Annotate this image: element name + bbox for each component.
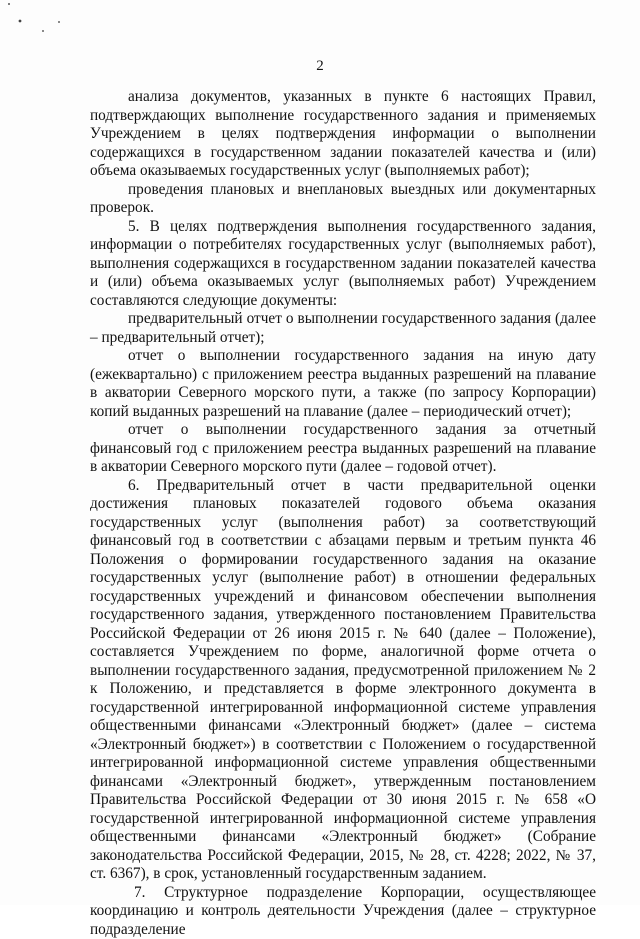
paragraph: 5. В целях подтверждения выполнения государственного задания, информации о потребителях государственных услуг (выполняемых работ), выполнения содержащихся в государственном задании показателей качества и (или) объема оказываемых услуг (выполняемых работ) Учреждением составляются следующие документы: bbox=[90, 218, 596, 311]
paragraph: проведения плановых и внеплановых выездных или документарных проверок. bbox=[90, 181, 596, 218]
paragraph: отчет о выполнении государственного задания за отчетный финансовый год с приложением реестра выданных разрешений на плавание в акватории Северного морского пути (далее – годовой отчет). bbox=[90, 421, 596, 477]
scan-speck bbox=[8, 3, 10, 5]
scan-speck bbox=[58, 21, 60, 23]
paragraph: анализа документов, указанных в пункте 6 настоящих Правил, подтверждающих выполнение государственного задания и применяемых Учреждением в целях подтверждения информации о выполнении содержащихся в государственном задании показателей качества и (или) объема оказываемых государственных услуг (выполняемых работ); bbox=[90, 88, 596, 181]
paragraph: 7. Структурное подразделение Корпорации, осуществляющее координацию и контроль деятельности Учреждения (далее – структурное подразделение bbox=[90, 884, 596, 939]
paragraph: предварительный отчет о выполнении государственного задания (далее – предварительный отчет); bbox=[90, 310, 596, 347]
scan-speck bbox=[19, 20, 22, 23]
paragraph: отчет о выполнении государственного задания на иную дату (ежеквартально) с приложением реестра выданных разрешений на плавание в акватории Северного морского пути, а также (по запросу Корпорации) копий выданных разрешений на плавание (далее – периодический отчет); bbox=[90, 347, 596, 421]
scan-speck bbox=[42, 30, 44, 32]
page-number: 2 bbox=[0, 58, 640, 75]
document-body bbox=[90, 88, 596, 939]
paragraph: 6. Предварительный отчет в части предварительной оценки достижения плановых показателей годового объема оказания государственных услуг (выполнения работ) за соответствующий финансовый год в соответствии с абзацами первым и третьим пункта 46 Положения о формировании государственного задания на оказание государственных услуг (выполнение работ) в отношении федеральных государственных учреждений и финансовом обеспечении выполнения государственного задания, утвержденного постановлением Правительства Российской Федерации от 26 июня 2015 г. № 640 (далее – Положение), составляется Учреждением по форме, аналогичной форме отчета о выполнении государственного задания, предусмотренной приложением № 2 к Положению, и представляется в форме электронного документа в государственной интегрированной информационной системе управления общественными финансами «Электронный бюджет» (далее – система «Электронный бюджет») в соответствии с Положением о государственной интегрированной информационной системе управления общественными финансами «Электронный бюджет», утвержденным постановлением Правительства Российской Федерации от 30 июня 2015 г. № 658 «О государственной интегрированной информационной системе управления общественными финансами «Электронный бюджет» (Собрание законодательства Российской Федерации, 2015, № 28, ст. 4228; 2022, № 37, ст. 6367), в срок, установленный государственным заданием. bbox=[90, 477, 596, 884]
